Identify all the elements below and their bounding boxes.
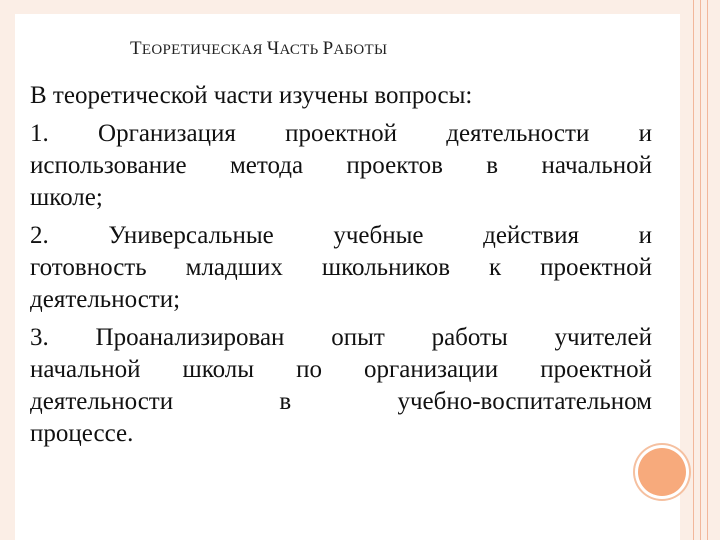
word: деятельности;	[30, 286, 181, 313]
body-text	[30, 80, 652, 450]
word: метода	[229, 152, 304, 179]
word: учебно-воспитательном	[397, 388, 652, 415]
word: проектов	[346, 152, 443, 179]
word: деятельности	[446, 120, 590, 147]
text-line	[30, 322, 652, 354]
word: проектной	[540, 254, 652, 281]
word: и	[638, 222, 652, 249]
word: проектной	[540, 356, 652, 383]
text-line	[30, 284, 652, 316]
word: организации	[363, 356, 499, 383]
title-part: АСТЬ	[279, 42, 323, 58]
word: школе;	[30, 184, 103, 211]
decorative-rule	[693, 0, 694, 540]
text-line	[30, 150, 652, 182]
word: в	[279, 388, 292, 415]
word: деятельности	[30, 388, 174, 415]
word: 1.	[30, 120, 49, 147]
word: по	[296, 356, 322, 383]
text-line	[30, 118, 652, 150]
text-line	[30, 182, 652, 214]
word: начальной	[30, 356, 141, 383]
word: к	[489, 254, 502, 281]
word: Универсальные	[108, 222, 274, 249]
word: школы	[182, 356, 255, 383]
frame-left	[0, 0, 15, 540]
title-part: Ч	[266, 38, 280, 59]
word: Организация	[98, 120, 236, 147]
frame-top	[0, 0, 720, 14]
word: 2.	[30, 222, 49, 249]
decorative-rule	[700, 0, 701, 540]
title-part: Т	[130, 38, 142, 59]
word: готовность	[30, 254, 147, 281]
text-line	[30, 386, 652, 418]
title-part: Р	[322, 38, 334, 59]
text-line	[30, 80, 652, 112]
decorative-rule	[707, 0, 708, 540]
word: 3.	[30, 324, 49, 351]
word: и	[638, 120, 652, 147]
word: школьников	[321, 254, 451, 281]
text-line	[30, 220, 652, 252]
page-title	[130, 38, 550, 60]
word: использование	[30, 152, 187, 179]
word: проектной	[285, 120, 397, 147]
word: Проанализирован	[95, 324, 285, 351]
word: учителей	[554, 324, 652, 351]
text-line	[30, 252, 652, 284]
word: учебные	[333, 222, 424, 249]
word: опыт	[331, 324, 385, 351]
word: работы	[431, 324, 508, 351]
word: начальной	[541, 152, 652, 179]
title-part: ЕОРЕТИЧЕСКАЯ	[141, 42, 267, 58]
word: действия	[483, 222, 579, 249]
word: В теоретической части изучены вопросы:	[30, 82, 473, 109]
word: процессе.	[30, 420, 134, 447]
title-part: АБОТЫ	[333, 42, 388, 58]
text-line	[30, 354, 652, 386]
decorative-circle	[638, 448, 686, 496]
word: в	[486, 152, 499, 179]
text-line	[30, 418, 652, 450]
word: младших	[185, 254, 283, 281]
